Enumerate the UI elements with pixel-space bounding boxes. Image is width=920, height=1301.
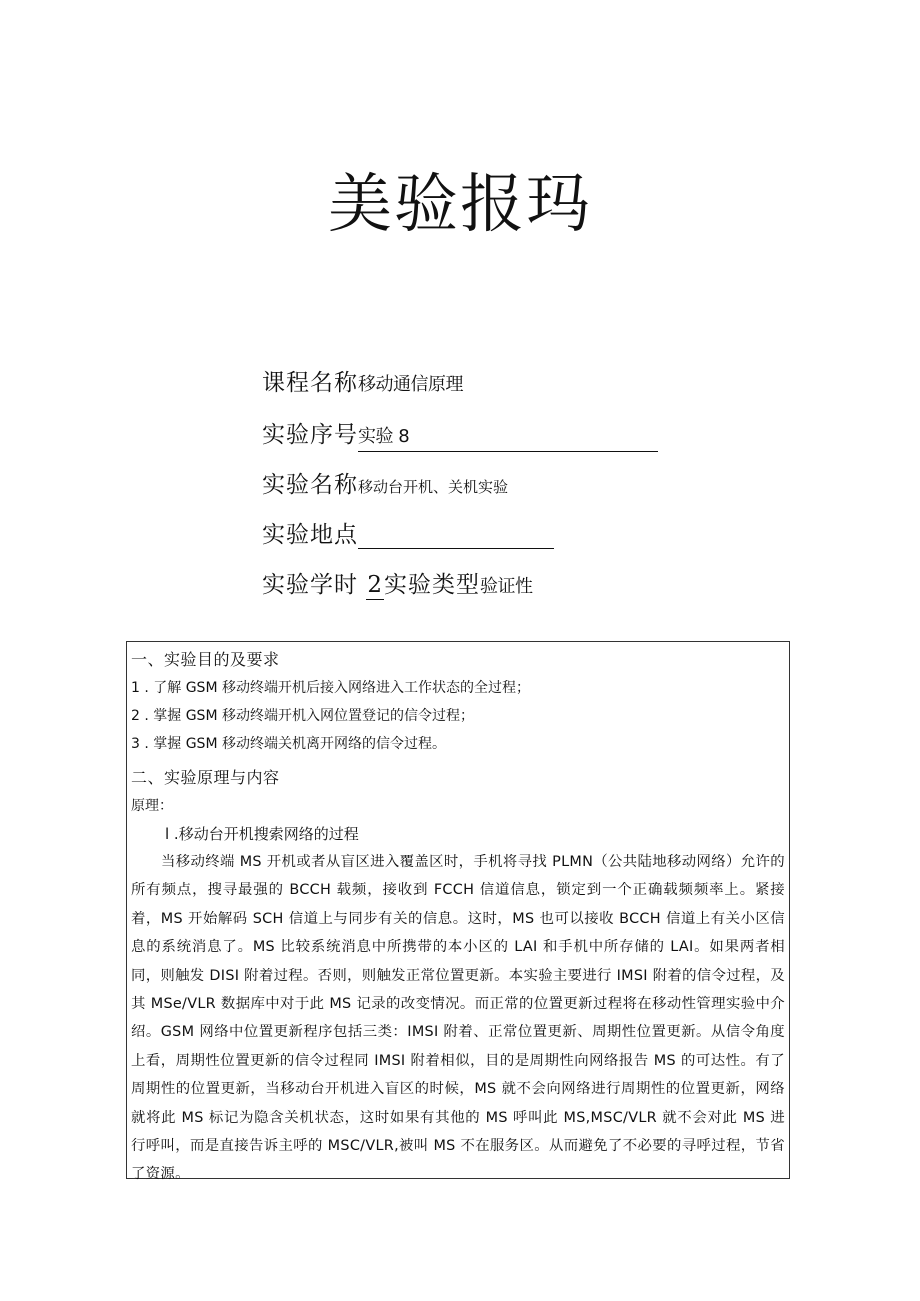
report-content-box — [126, 641, 790, 1183]
principle-label: 原理： — [131, 798, 173, 814]
experiment-name-field — [262, 470, 508, 502]
principle-paragraph: 当移动终端 MS 开机或者从盲区进入覆盖区时，手机将寻找 PLMN（公共陆地移动网络）允许的所有频点，搜寻最强的 BCCH 载频，接收到 FCCH 信道信息，锁定到一个正确载频频率上。紧接着，MS 开始解码 SCH 信道上与同步有关的信息。这时，MS 也可以接收 BCCH 信道上有关小区信息的系统消息了。MS 比较系统消息中所携带的本小区的 LAI 和手机中所存储的 LAI。如果两者相同，则触发 DISI 附着过程。否则，则触发正常位置更新。本实验主要进行 IMSI 附着的信令过程，及其 MSe/VLR 数据库中对于此 MS 记录的改变情况。而正常的位置更新过程将在移动性管理实验中介绍。GSM 网络中位置更新程序包括三类：IMSI 附着、正常位置更新、周期性位置更新。从信令角度上看，周期性位置更新的信令过程同 IMSI 附着相似，目的是周期性向网络报告 MS 的可达性。有了周期性的位置更新，当移动台开机进入盲区的时候，MS 就不会向网络进行周期性的位置更新，网络就将此 MS 标记为隐含关机状态，这时如果有其他的 MS 呼叫此 MS,MSC/VLR 就不会对此 MS 进行呼叫，而是直接告诉主呼的 MSC/VLR,被叫 MS 不在服务区。从而避免了不必要的寻呼过程，节省了资源。 — [131, 854, 785, 1183]
experiment-name-value: 移动台开机、关机实验 — [358, 478, 509, 496]
experiment-type-label: 实验类型 — [383, 572, 480, 598]
experiment-name-label: 实验名称 — [262, 472, 358, 498]
experiment-hours-type-field — [262, 570, 532, 602]
section1-item-3: 3 . 掌握 GSM 移动终端关机离开网络的信令过程。 — [131, 736, 446, 752]
section1-item-1: 1 . 了解 GSM 移动终端开机后接入网络进入工作状态的全过程； — [131, 680, 530, 696]
experiment-number-underline — [358, 421, 658, 452]
course-name-label: 课程名称 — [262, 370, 358, 396]
experiment-place-label: 实验地点 — [262, 522, 358, 548]
experiment-number-field — [262, 420, 658, 452]
section1-title: 一、实验目的及要求 — [131, 650, 280, 669]
experiment-place-underline — [358, 520, 554, 549]
course-name-value: 移动通信原理 — [358, 374, 463, 395]
experiment-place-field — [262, 520, 554, 550]
course-name-field — [262, 368, 463, 400]
experiment-hours-label: 实验学时 — [262, 572, 358, 598]
experiment-hours-value: 2 — [367, 572, 383, 598]
experiment-type-value: 验证性 — [479, 576, 533, 597]
subsection-title: l .移动台开机搜索网络的过程 — [165, 825, 359, 843]
report-title: 美验报玛 — [328, 168, 592, 242]
section2-title: 二、实验原理与内容 — [131, 768, 280, 787]
experiment-number-value: 实验 8 — [358, 426, 410, 447]
section1-item-2: 2 . 掌握 GSM 移动终端开机入网位置登记的信令过程； — [131, 708, 474, 724]
experiment-number-label: 实验序号 — [262, 422, 358, 448]
